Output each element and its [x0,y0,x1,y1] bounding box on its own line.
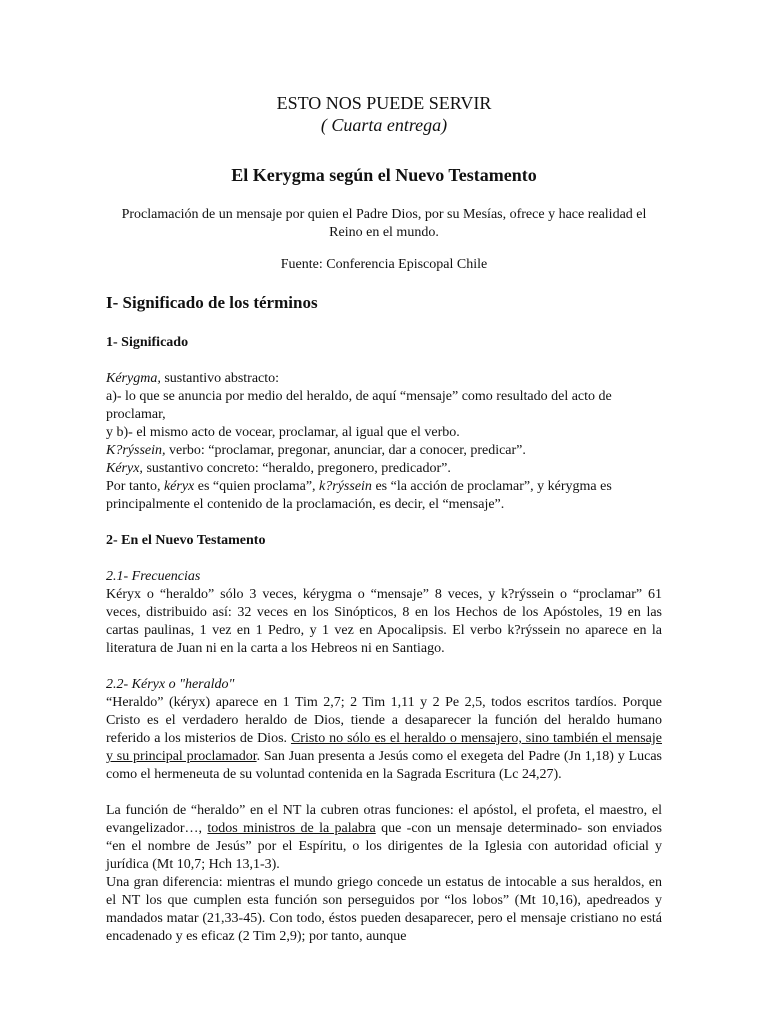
paragraph-text: . San Juan presenta a Jesús como el exegeta del Padre (Jn 1,18) y Lucas como el hermeneuta de su voluntad contenida en la Sagrada Escritura (Lc 24,27). [106,749,662,782]
paragraph-text: La función de “heraldo” en el NT la cubren otras funciones: el apóstol, el profeta, el maestro, el evangelizador…, [106,803,662,836]
document-page [106,92,662,946]
source-line: Fuente: Conferencia Episcopal Chile [280,257,488,272]
definition-text: Por tanto, [106,479,164,494]
paragraph-text: que -con un mensaje determinado- son enviados “en el nombre de Jesús” por el Espíritu, o los dirigentes de la Iglesia con autoridad oficial y jurídica (Mt 10,7; Hch 13,1-3). [106,821,663,872]
frecuencias-block [106,568,662,658]
main-heading: El Kerygma según el Nuevo Testamento [231,165,537,185]
subsection-heading-heraldo: 2.2- Kéryx o "heraldo" [106,677,235,692]
paragraph-text: “Heraldo” (kéryx) aparece en 1 Tim 2,7; 2 Tim 1,11 y 2 Pe 2,5, todos escritos tardíos. Porque Cristo es el verdadero heraldo de Dios, tiende a desaparecer la función del heraldo humano referido a los misterios de Dios. [106,695,662,746]
definition-line: a)- lo que se anuncia por medio del heraldo, de aquí “mensaje” como resultado del acto de proclamar, [106,389,612,422]
intro-paragraph: Proclamación de un mensaje por quien el Padre Dios, por su Mesías, ofrece y hace realidad el Reino en el mundo. [121,207,647,240]
definitions-block [106,370,662,514]
definition-line: y b)- el mismo acto de vocear, proclamar, al igual que el verbo. [106,425,460,440]
subsection-heading-frecuencias: 2.1- Frecuencias [106,569,201,584]
subsection-heading-nt: 2- En el Nuevo Testamento [106,533,266,548]
definition-line [106,370,662,388]
document-title: ESTO NOS PUEDE SERVIR [276,93,492,113]
frecuencias-paragraph: Kéryx o “heraldo” sólo 3 veces, kérygma o “mensaje” 8 veces, y k?rýssein o “proclamar” 61 veces, distribuido así: 32 veces en los Sinópticos, 8 en los Hechos de los Apóstoles, 19 en las cartas paulinas, 1 vez en 1 Pedro, y 1 vez en Apocalipsis. El verbo k?rýssein no aparece en la literatura de Juan ni en la carta a los Hebreos ni en Santiago. [106,587,662,656]
definition-line [106,478,662,514]
term-keryx-inline: kéryx [163,479,195,494]
term-kryssein-inline: k?rýssein [319,479,372,494]
definition-line [106,460,662,478]
diferencia-paragraph: Una gran diferencia: mientras el mundo griego concede un estatus de intocable a sus heraldos, en el NT los que cumplen esta función son perseguidos por “los lobos” (Mt 10,16), apedreados y mandados matar (21,33-45). Con todo, éstos pueden desaparecer, pero el mensaje cristiano no está encadenado y es eficaz (2 Tim 2,9); por tanto, aunque [106,875,662,944]
subsection-heading-significado: 1- Significado [106,335,189,350]
definition-text: es “quien proclama”, [194,479,320,494]
definition-text: es “la acción de proclamar”, y kérygma es principalmente el contenido de la proclamación, es decir, el “mensaje”. [106,479,612,512]
document-subtitle: ( Cuarta entrega) [320,115,448,135]
term-kryssein: K?rýssein, [106,443,166,458]
underlined-text: todos ministros de la palabra [207,821,376,836]
underlined-text: Cristo no sólo es el heraldo o mensajero, sino también el mensaje y su principal proclamador [106,731,662,764]
definition-line [106,442,662,460]
definition-text: verbo: “proclamar, pregonar, anunciar, dar a conocer, predicar”. [165,443,526,458]
heraldo-block [106,676,662,784]
section-heading-1: I- Significado de los términos [106,293,318,312]
term-keryx: Kéryx, [106,461,143,476]
term-kerygma: Kérygma, [106,371,161,386]
definition-text: sustantivo concreto: “heraldo, pregonero, predicador”. [142,461,451,476]
funcion-paragraph [106,802,662,874]
heraldo-paragraph [106,694,662,784]
definition-text: sustantivo abstracto: [160,371,280,386]
